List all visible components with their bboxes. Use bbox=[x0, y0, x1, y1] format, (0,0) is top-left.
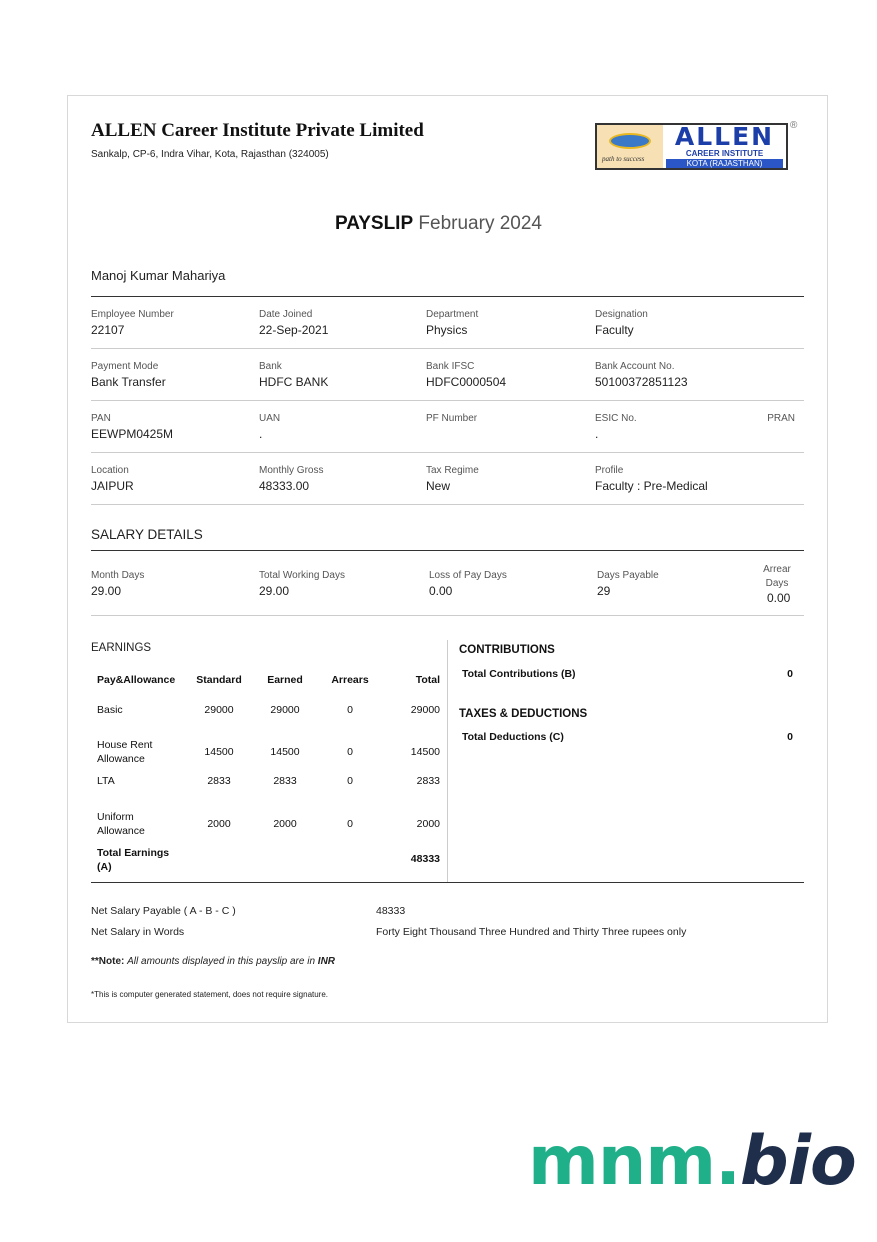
logo-place: KOTA (RAJASTHAN) bbox=[666, 159, 783, 168]
note bbox=[91, 956, 335, 967]
earnings-column-header: Earned bbox=[267, 674, 303, 686]
earnings-cell: 14500 bbox=[270, 746, 300, 758]
employee-name: Manoj Kumar Mahariya bbox=[91, 268, 226, 283]
detail-label: Payment Mode bbox=[91, 361, 159, 372]
total-earnings-label: Total Earnings (A) bbox=[97, 847, 170, 873]
detail-value: . bbox=[595, 427, 599, 441]
detail-label: PAN bbox=[91, 413, 111, 424]
salary-label: Month Days bbox=[91, 570, 145, 581]
detail-label: Bank bbox=[259, 361, 282, 372]
earnings-cell: 2833 bbox=[207, 775, 231, 787]
earnings-cell: Uniform Allowance bbox=[97, 811, 145, 837]
logo-sub: CAREER INSTITUTE bbox=[685, 149, 764, 158]
deductions-heading: TAXES & DEDUCTIONS bbox=[459, 708, 588, 720]
contributions-heading: CONTRIBUTIONS bbox=[459, 644, 555, 656]
salary-item bbox=[91, 570, 144, 598]
detail-field bbox=[91, 465, 134, 493]
detail-value: 48333.00 bbox=[259, 479, 310, 493]
earnings-cell: 0 bbox=[347, 818, 353, 830]
note-text: All amounts displayed in this payslip are in bbox=[127, 956, 316, 967]
logo-main: ALLEN bbox=[674, 122, 775, 151]
salary-item bbox=[597, 570, 659, 598]
detail-label: Profile bbox=[595, 465, 624, 476]
detail-field bbox=[595, 413, 637, 441]
detail-value: . bbox=[259, 427, 263, 441]
detail-field bbox=[91, 361, 166, 389]
detail-label: Bank Account No. bbox=[595, 361, 675, 372]
detail-label: Tax Regime bbox=[426, 465, 479, 476]
deductions-label: Total Deductions (C) bbox=[462, 731, 564, 743]
detail-label: Department bbox=[426, 309, 479, 320]
salary-value: 29.00 bbox=[91, 584, 122, 598]
disclaimer: *This is computer generated statement, does not require signature. bbox=[91, 990, 329, 999]
earnings-cell: 2000 bbox=[273, 818, 297, 830]
earnings-cell: 2833 bbox=[416, 775, 440, 787]
earnings-cell: 0 bbox=[347, 704, 353, 716]
salary-value: 29.00 bbox=[259, 584, 290, 598]
earnings-cell: 29000 bbox=[410, 704, 440, 716]
net-payable-label: Net Salary Payable ( A - B - C ) bbox=[91, 905, 236, 917]
salary-item bbox=[429, 570, 507, 598]
detail-field bbox=[259, 361, 328, 389]
salary-label: Loss of Pay Days bbox=[429, 570, 507, 581]
title-period: February 2024 bbox=[418, 213, 542, 234]
company-address: Sankalp, CP-6, Indra Vihar, Kota, Rajasthan (324005) bbox=[91, 149, 329, 160]
earnings-cell: 2833 bbox=[273, 775, 297, 787]
detail-label: PF Number bbox=[426, 413, 478, 424]
detail-value: JAIPUR bbox=[91, 479, 134, 493]
detail-value: HDFC BANK bbox=[259, 375, 329, 389]
detail-field bbox=[91, 413, 173, 441]
earnings-cell: 0 bbox=[347, 746, 353, 758]
earnings-cell: 2000 bbox=[416, 818, 440, 830]
note-prefix: **Note: bbox=[91, 956, 125, 967]
earnings-column-header: Standard bbox=[196, 674, 242, 686]
deductions-value: 0 bbox=[787, 731, 793, 743]
watermark-part2: bio bbox=[739, 1122, 856, 1201]
detail-field bbox=[259, 465, 323, 493]
detail-field bbox=[259, 413, 280, 441]
detail-value: New bbox=[426, 479, 451, 493]
detail-label: Date Joined bbox=[259, 309, 313, 320]
note-currency: INR bbox=[317, 956, 336, 967]
globe-icon bbox=[609, 133, 651, 149]
earnings-cell: Basic bbox=[97, 704, 123, 716]
detail-label: Monthly Gross bbox=[259, 465, 324, 476]
page-title bbox=[0, 213, 877, 235]
earnings-column-header: Total bbox=[415, 674, 440, 686]
detail-label: ESIC No. bbox=[595, 413, 637, 424]
detail-value: 22107 bbox=[91, 323, 125, 337]
net-payable-value: 48333 bbox=[376, 905, 406, 917]
earnings-cell: 29000 bbox=[204, 704, 234, 716]
company-logo bbox=[595, 123, 788, 170]
detail-value: Bank Transfer bbox=[91, 375, 166, 389]
registered-mark: ® bbox=[790, 120, 798, 131]
earnings-column-header: Pay&Allowance bbox=[97, 674, 176, 686]
detail-value: Faculty bbox=[595, 323, 634, 337]
detail-field bbox=[426, 413, 477, 427]
earnings-cell: House Rent Allowance bbox=[97, 739, 153, 765]
salary-value: 29 bbox=[597, 584, 611, 598]
earnings-column-header: Arrears bbox=[331, 674, 369, 686]
earnings-heading: EARNINGS bbox=[91, 642, 152, 654]
detail-label: Designation bbox=[595, 309, 648, 320]
detail-label: Location bbox=[91, 465, 129, 476]
detail-field bbox=[595, 361, 688, 389]
net-words-label: Net Salary in Words bbox=[91, 926, 185, 938]
logo-tagline: path to success bbox=[602, 155, 645, 163]
salary-item bbox=[762, 563, 802, 605]
salary-value: 0.00 bbox=[767, 591, 791, 605]
earnings-cell: LTA bbox=[97, 775, 115, 787]
detail-field bbox=[426, 309, 478, 337]
contributions-label: Total Contributions (B) bbox=[462, 668, 576, 680]
total-earnings-value: 48333 bbox=[410, 853, 440, 865]
detail-value: Physics bbox=[426, 323, 468, 337]
detail-field bbox=[426, 361, 506, 389]
detail-field bbox=[91, 309, 174, 337]
salary-item bbox=[259, 570, 345, 598]
detail-field bbox=[259, 309, 328, 337]
earnings-cell: 29000 bbox=[270, 704, 300, 716]
salary-label: Days Payable bbox=[597, 570, 659, 581]
detail-label: Bank IFSC bbox=[426, 361, 475, 372]
detail-field bbox=[426, 465, 479, 493]
net-words-value: Forty Eight Thousand Three Hundred and Thirty Three rupees only bbox=[376, 926, 687, 938]
detail-field bbox=[595, 465, 708, 493]
detail-value: HDFC0000504 bbox=[426, 375, 507, 389]
salary-value: 0.00 bbox=[429, 584, 453, 598]
earnings-cell: 0 bbox=[347, 775, 353, 787]
earnings-cell: 2000 bbox=[207, 818, 231, 830]
detail-field bbox=[595, 309, 648, 337]
detail-value: 22-Sep-2021 bbox=[259, 323, 329, 337]
detail-label: UAN bbox=[259, 413, 281, 424]
salary-label: Arrear Days bbox=[763, 564, 791, 589]
detail-label: PRAN bbox=[767, 413, 795, 424]
watermark-part1: mnm. bbox=[528, 1122, 740, 1201]
detail-value: Faculty : Pre-Medical bbox=[595, 479, 708, 493]
contributions-value: 0 bbox=[787, 668, 793, 680]
detail-field-pran bbox=[740, 413, 795, 427]
detail-value: 50100372851123 bbox=[595, 375, 688, 389]
watermark-logo bbox=[528, 1122, 856, 1201]
detail-value: EEWPM0425M bbox=[91, 427, 174, 441]
title-bold: PAYSLIP bbox=[334, 213, 414, 234]
salary-details-heading: SALARY DETAILS bbox=[91, 527, 203, 542]
earnings-cell: 14500 bbox=[204, 746, 234, 758]
salary-label: Total Working Days bbox=[259, 570, 345, 581]
company-name: ALLEN Career Institute Private Limited bbox=[91, 120, 424, 141]
earnings-cell: 14500 bbox=[410, 746, 440, 758]
detail-label: Employee Number bbox=[91, 309, 174, 320]
